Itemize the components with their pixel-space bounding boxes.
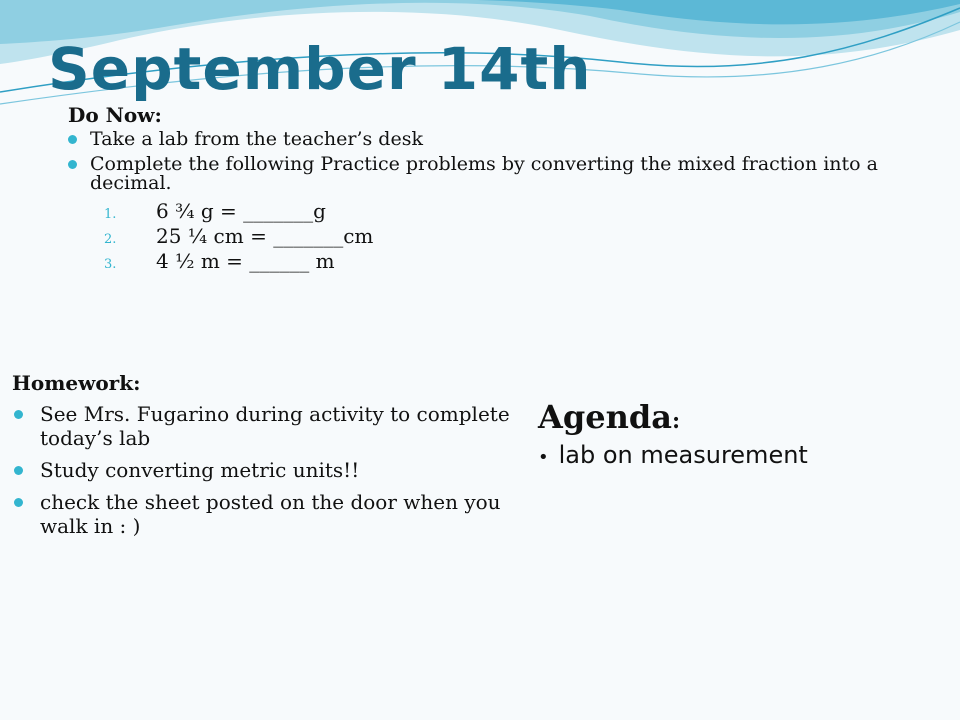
list-item-text: Take a lab from the teacher’s desk [90, 128, 423, 150]
problem-number: 2. [104, 232, 117, 247]
bullet-icon [68, 160, 77, 169]
bullet-icon [68, 135, 77, 144]
problem-number: 1. [104, 207, 117, 222]
agenda-heading-colon: : [671, 408, 681, 434]
do-now-section [68, 104, 928, 274]
list-item [68, 155, 928, 193]
problem-text: 25 ¼ cm = _______cm [156, 224, 374, 248]
list-item [12, 402, 522, 450]
slide-title: September 14th [48, 35, 592, 103]
list-item-text: Study converting metric units!! [40, 458, 360, 482]
agenda-section [538, 400, 938, 469]
bullet-icon: • [538, 447, 549, 469]
agenda-heading [538, 400, 938, 435]
bullet-icon [14, 466, 23, 475]
problem-text: 6 ¾ g = _______g [156, 199, 326, 223]
do-now-list [68, 130, 928, 193]
agenda-item-text: lab on measurement [558, 441, 808, 470]
problem-number: 3. [104, 257, 117, 272]
list-item-text: Complete the following Practice problems by converting the mixed fraction into a decimal. [90, 153, 878, 194]
homework-list [12, 402, 522, 538]
bullet-icon [14, 498, 23, 507]
list-item-text: See Mrs. Fugarino during activity to complete today’s lab [40, 402, 510, 450]
problem-item [68, 249, 928, 273]
agenda-heading-text: Agenda [538, 398, 672, 436]
list-item [12, 490, 522, 538]
agenda-item [538, 441, 938, 469]
problem-text: 4 ½ m = ______ m [156, 249, 335, 273]
list-item-text: check the sheet posted on the door when you walk in : ) [40, 490, 501, 538]
homework-heading: Homework: [12, 371, 141, 395]
homework-section [12, 372, 522, 546]
problem-item [68, 224, 928, 248]
list-item [12, 458, 522, 482]
list-item [68, 130, 928, 149]
practice-problems-list [68, 199, 928, 273]
bullet-icon [14, 410, 23, 419]
problem-item [68, 199, 928, 223]
do-now-heading: Do Now: [68, 103, 162, 127]
